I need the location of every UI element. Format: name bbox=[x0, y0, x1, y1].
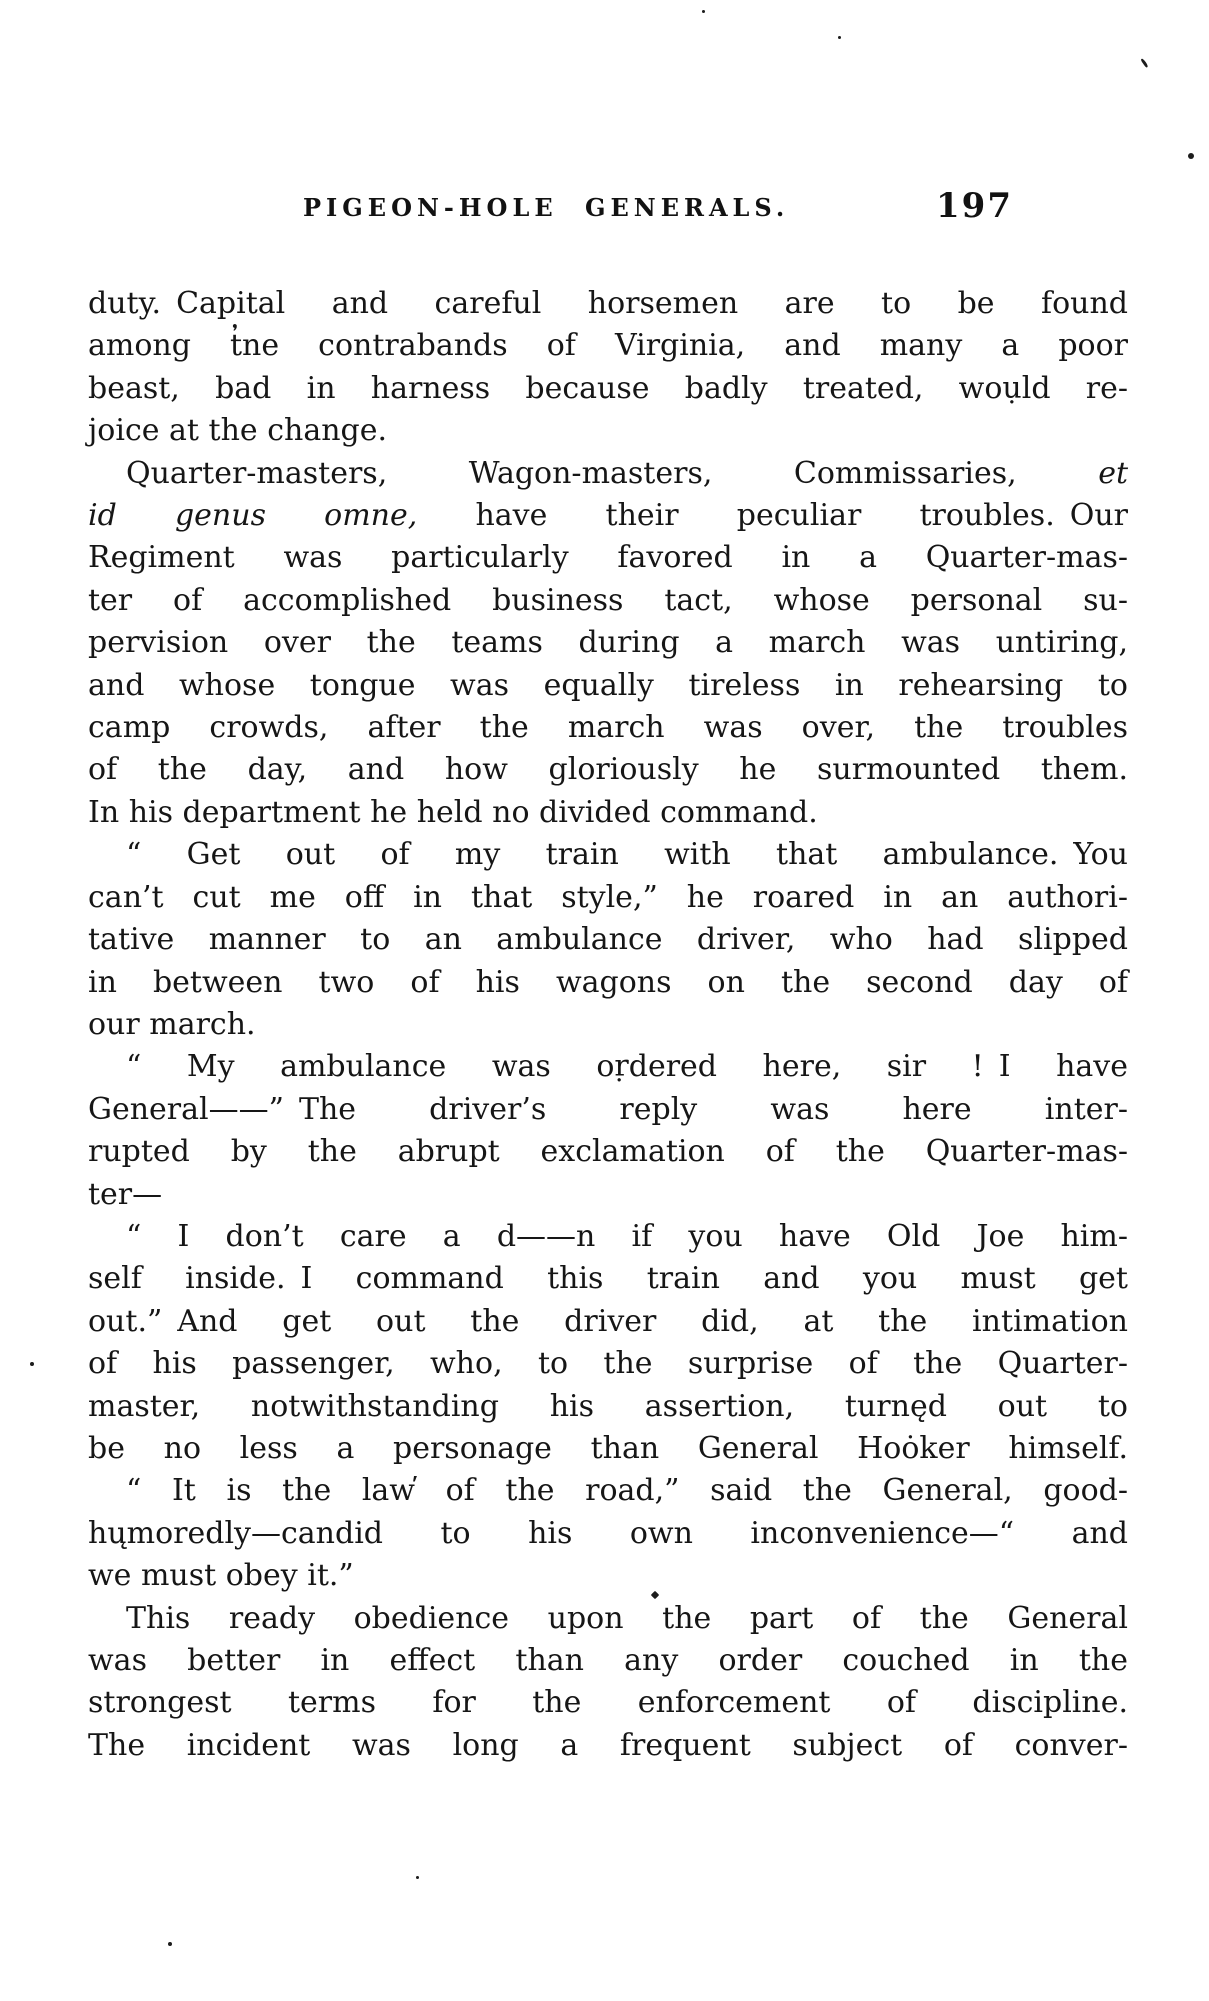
text-segment: hųmoredly—candid to his own inconvenience—“ and bbox=[88, 1515, 1128, 1551]
text-line bbox=[88, 1216, 1128, 1258]
text-line bbox=[88, 410, 1128, 452]
paragraph bbox=[88, 453, 1128, 835]
text-segment: our march. bbox=[88, 1006, 256, 1042]
text-segment: Quarter-masters, Wagon-masters, Commissaries, bbox=[126, 455, 1099, 491]
scan-speck bbox=[702, 10, 705, 13]
text-segment: master, notwithstanding his assertion, turnęd out to bbox=[88, 1388, 1128, 1424]
text-line bbox=[88, 749, 1128, 791]
text-segment: tative manner to an ambulance driver, who had slipped bbox=[88, 922, 1128, 958]
text-line bbox=[88, 1174, 1128, 1216]
text-line bbox=[88, 622, 1128, 664]
text-line bbox=[88, 1386, 1128, 1428]
text-line bbox=[88, 1640, 1128, 1682]
text-line bbox=[88, 1470, 1128, 1512]
text-segment: “ I don’t care a d——n if you have Old Joe him- bbox=[126, 1218, 1128, 1254]
text-line bbox=[88, 1258, 1128, 1300]
scan-speck bbox=[30, 1362, 34, 1366]
text-segment: ter of accomplished business tact, whose personal su- bbox=[88, 582, 1128, 618]
text-segment: was better in effect than any order couched in the bbox=[88, 1643, 1128, 1678]
paragraph bbox=[88, 1216, 1128, 1470]
text-segment: This ready obedience upon the part of the General bbox=[126, 1600, 1128, 1636]
text-segment: Regiment was particularly favored in a Quarter-mas- bbox=[88, 540, 1128, 576]
scan-speck bbox=[1140, 58, 1148, 68]
text-line bbox=[88, 1089, 1128, 1131]
scan-speck bbox=[416, 1876, 419, 1879]
text-line bbox=[88, 283, 1128, 325]
text-line bbox=[88, 1004, 1128, 1046]
text-segment: self inside. I command this train and you must get bbox=[88, 1261, 1128, 1297]
scan-speck bbox=[1188, 153, 1194, 159]
text-line bbox=[88, 919, 1128, 961]
text-line bbox=[88, 325, 1128, 367]
text-segment: “ It is the law̕ of the road,” said the General, good- bbox=[126, 1473, 1128, 1509]
text-segment: beast, bad in harness because badly treated, woụld re- bbox=[88, 370, 1128, 406]
text-line bbox=[88, 1131, 1128, 1173]
text-segment: be no less a personage than General Hoȯker himself. bbox=[88, 1430, 1128, 1466]
text-segment: out.” And get out the driver did, at the intimation bbox=[88, 1303, 1128, 1339]
text-segment: duty. Capital and careful horsemen are to be found bbox=[88, 286, 1128, 321]
text-segment: camp crowds, after the march was over, the troubles bbox=[88, 710, 1128, 746]
text-segment: “ Get out of my train with that ambulance. You bbox=[126, 837, 1128, 873]
text-line bbox=[88, 453, 1128, 495]
text-segment: rupted by the abrupt exclamation of the Quarter-mas- bbox=[88, 1134, 1128, 1170]
text-segment: strongest terms for the enforcement of discipline. bbox=[88, 1685, 1128, 1721]
text-segment: “ My ambulance was oṛdered here, sir ! I have bbox=[126, 1049, 1128, 1085]
text-line bbox=[88, 1428, 1128, 1470]
text-segment: ter— bbox=[88, 1176, 163, 1212]
text-line bbox=[88, 665, 1128, 707]
text-line bbox=[88, 1682, 1128, 1724]
running-header-title: PIGEON-HOLE GENERALS. bbox=[303, 193, 790, 222]
text-segment: The incident was long a frequent subject of conver- bbox=[88, 1727, 1128, 1763]
paragraph bbox=[88, 283, 1128, 453]
text-segment: General——” The driver’s reply was here inter- bbox=[88, 1091, 1128, 1127]
text-segment: we must obey it.” bbox=[88, 1558, 354, 1594]
paragraph bbox=[88, 1598, 1128, 1768]
text-line bbox=[88, 1343, 1128, 1385]
text-segment: In his department he held no divided command. bbox=[88, 794, 818, 830]
text-segment: of the day, and how gloriously he surmounted them. bbox=[88, 752, 1128, 788]
paragraph bbox=[88, 834, 1128, 1046]
italic-text: id genus omne, bbox=[88, 498, 418, 534]
text-segment: joice at the change. bbox=[88, 413, 388, 449]
text-line bbox=[88, 707, 1128, 749]
text-line bbox=[88, 962, 1128, 1004]
text-segment: among t̓ne contrabands of Virginia, and many a poor bbox=[88, 328, 1128, 364]
paragraph bbox=[88, 1046, 1128, 1216]
text-segment: have their peculiar troubles. Our bbox=[417, 498, 1128, 534]
text-line bbox=[88, 1046, 1128, 1088]
text-line bbox=[88, 834, 1128, 876]
text-line bbox=[88, 877, 1128, 919]
page-number: 197 bbox=[936, 186, 1013, 226]
text-line bbox=[88, 1598, 1128, 1640]
text-segment: in between two of his wagons on the second day of bbox=[88, 964, 1128, 1000]
text-segment: and whose tongue was equally tireless in rehearsing to bbox=[88, 667, 1128, 703]
paragraph bbox=[88, 1470, 1128, 1597]
text-line bbox=[88, 580, 1128, 622]
text-line bbox=[88, 1301, 1128, 1343]
text-line bbox=[88, 1725, 1128, 1767]
text-segment: of his passenger, who, to the surprise of the Quarter- bbox=[88, 1346, 1128, 1382]
scan-speck bbox=[168, 1942, 172, 1946]
text-segment: pervision over the teams during a march was untiring, bbox=[88, 625, 1128, 661]
body-text bbox=[88, 283, 1128, 1767]
italic-text: et bbox=[1098, 455, 1128, 491]
text-line bbox=[88, 368, 1128, 410]
text-line bbox=[88, 1513, 1128, 1555]
text-line bbox=[88, 792, 1128, 834]
scan-speck bbox=[838, 36, 841, 39]
text-line bbox=[88, 537, 1128, 579]
text-line bbox=[88, 1555, 1128, 1597]
text-segment: can’t cut me off in that style,” he roared in an authori- bbox=[88, 879, 1128, 915]
text-line bbox=[88, 495, 1128, 537]
